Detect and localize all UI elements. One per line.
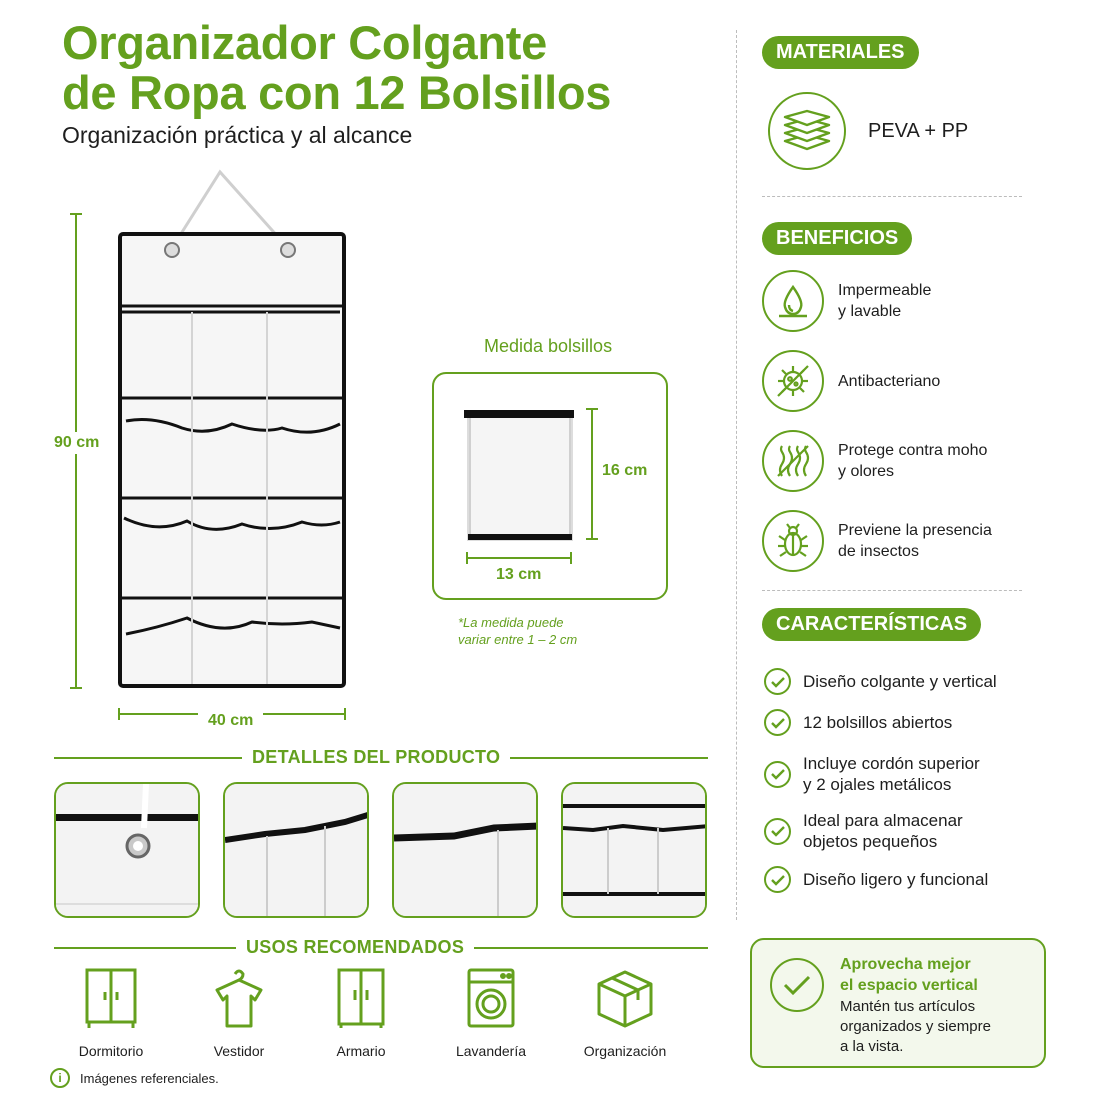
benefits-heading: BENEFICIOS bbox=[762, 222, 912, 255]
benefit-item bbox=[762, 510, 992, 572]
bacteria-icon bbox=[762, 350, 824, 412]
check-icon bbox=[764, 709, 791, 736]
detail-photo-eyelet bbox=[54, 782, 200, 918]
benefit-text: Antibacteriano bbox=[838, 372, 941, 390]
benefit-text: Previene la presencia de insectos bbox=[838, 522, 992, 560]
bug-icon bbox=[762, 510, 824, 572]
feature-item bbox=[764, 668, 997, 695]
feature-item bbox=[764, 810, 963, 852]
disclaimer-text: Imágenes referenciales. bbox=[80, 1070, 219, 1086]
benefits-divider bbox=[762, 590, 1022, 591]
check-icon bbox=[764, 761, 791, 788]
use-armario bbox=[306, 968, 416, 1059]
feature-text: 12 bolsillos abiertos bbox=[803, 713, 953, 732]
use-vestidor bbox=[184, 968, 294, 1059]
materials-row bbox=[768, 92, 968, 170]
benefit-item bbox=[762, 430, 987, 492]
check-icon bbox=[764, 668, 791, 695]
use-label: Lavandería bbox=[455, 1043, 527, 1059]
organizer-image bbox=[112, 166, 352, 694]
use-label: Dormitorio bbox=[78, 1043, 144, 1059]
materials-value: PEVA + PP bbox=[868, 119, 969, 142]
box-icon bbox=[595, 968, 655, 1030]
benefit-text: Impermeable y lavable bbox=[838, 282, 932, 320]
feature-text: Incluye cordón superior y 2 ojales metálicos bbox=[803, 754, 980, 794]
benefit-item bbox=[762, 350, 940, 412]
uses-heading: USOS RECOMENDADOS bbox=[236, 937, 474, 958]
feature-item bbox=[764, 866, 988, 893]
materials-divider bbox=[762, 196, 1022, 197]
water-drop-icon bbox=[762, 270, 824, 332]
check-icon bbox=[764, 818, 791, 845]
pocket-height-dim bbox=[586, 408, 598, 540]
detail-photo-pocket-binding bbox=[392, 782, 538, 918]
use-organizacion bbox=[570, 968, 680, 1059]
details-heading: DETALLES DEL PRODUCTO bbox=[242, 747, 510, 768]
layers-icon bbox=[768, 92, 846, 170]
pocket-measure-card bbox=[432, 372, 668, 600]
callout-title-line-1: Aprovecha mejor bbox=[840, 956, 971, 973]
features-heading: CARACTERÍSTICAS bbox=[762, 608, 981, 641]
check-circle-icon bbox=[770, 958, 824, 1012]
pocket-width-label: 13 cm bbox=[496, 566, 542, 583]
column-divider bbox=[736, 30, 737, 920]
odor-waves-icon bbox=[762, 430, 824, 492]
pocket-height-label: 16 cm bbox=[602, 462, 648, 479]
feature-item bbox=[764, 709, 952, 736]
feature-text: Diseño colgante y vertical bbox=[803, 672, 997, 691]
benefit-item bbox=[762, 270, 931, 332]
use-lavanderia bbox=[436, 968, 546, 1059]
use-label: Vestidor bbox=[213, 1043, 265, 1059]
callout-body: Mantén tus artículos organizados y siempre a la vista. bbox=[840, 998, 991, 1055]
pocket-note-line-1: *La medida puede bbox=[458, 615, 564, 630]
benefit-text: Protege contra moho y olores bbox=[838, 442, 988, 480]
page-subtitle: Organización práctica y al alcance bbox=[62, 122, 413, 148]
page-title bbox=[62, 18, 611, 118]
width-label: 40 cm bbox=[198, 712, 263, 730]
feature-text: Diseño ligero y funcional bbox=[803, 870, 989, 889]
materials-heading: MATERIALES bbox=[762, 36, 919, 69]
detail-photo-pocket-edge bbox=[223, 782, 369, 918]
pocket-width-dim bbox=[466, 552, 572, 564]
pocket-note bbox=[458, 614, 577, 648]
hanger-shirt-icon bbox=[211, 968, 267, 1030]
info-icon: i bbox=[50, 1068, 70, 1088]
wardrobe-icon bbox=[83, 968, 139, 1030]
pocket-image bbox=[462, 406, 578, 544]
feature-text: Ideal para almacenar objetos pequeños bbox=[803, 811, 963, 851]
pocket-heading: Medida bolsillos bbox=[484, 336, 613, 356]
feature-item bbox=[764, 753, 980, 795]
check-icon bbox=[764, 866, 791, 893]
height-label: 90 cm bbox=[54, 432, 99, 454]
callout-card bbox=[750, 938, 1046, 1068]
title-line-1: Organizador Colgante bbox=[62, 16, 547, 69]
cabinet-icon bbox=[333, 968, 389, 1030]
disclaimer bbox=[50, 1068, 219, 1088]
use-dormitorio bbox=[56, 968, 166, 1059]
use-label: Organización bbox=[583, 1043, 667, 1059]
title-line-2: de Ropa con 12 Bolsillos bbox=[62, 66, 612, 119]
detail-photo-pocket-rows bbox=[561, 782, 707, 918]
pocket-note-line-2: variar entre 1 – 2 cm bbox=[458, 632, 578, 647]
use-label: Armario bbox=[336, 1043, 386, 1059]
washing-machine-icon bbox=[463, 968, 519, 1030]
callout-title-line-2: el espacio vertical bbox=[840, 977, 978, 994]
